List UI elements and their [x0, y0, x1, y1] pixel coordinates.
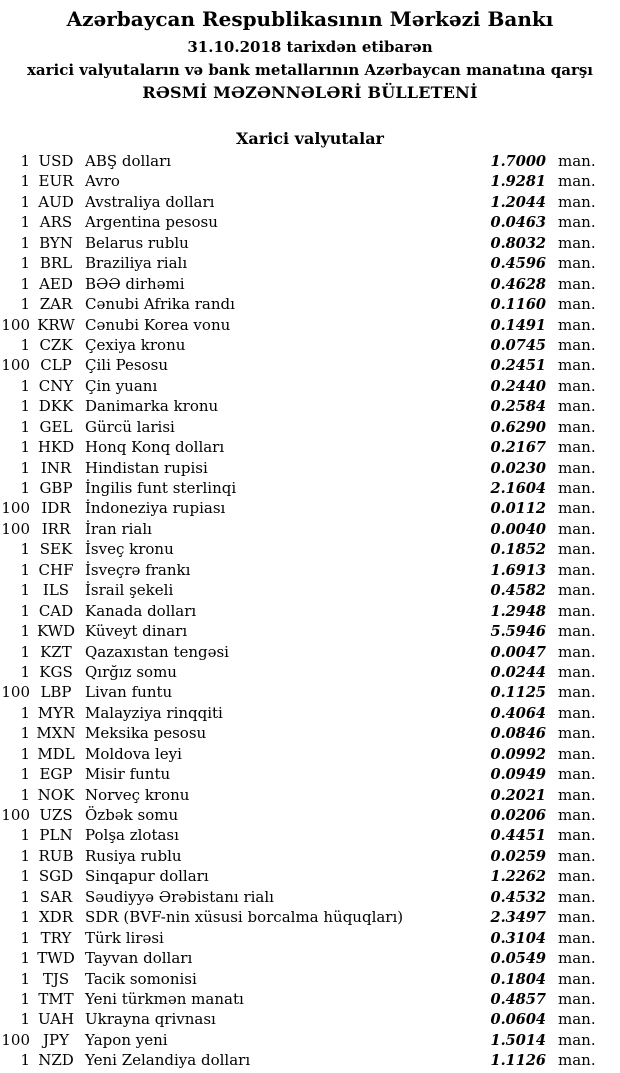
currency-code: MDL: [37, 744, 75, 763]
currency-name: İndoneziya rupiası: [85, 499, 226, 518]
table-row: [0, 805, 620, 825]
currency-name: Gürcü larisi: [85, 417, 175, 436]
unit-label: man.: [558, 499, 596, 518]
rate-value: 0.4451: [490, 827, 546, 845]
currency-code: ILS: [42, 581, 70, 600]
table-row: [0, 866, 620, 886]
quantity-cell: 1: [20, 928, 30, 947]
bulletin-title: RƏSMİ MƏZƏNNƏLƏRİ BÜLLETENİ: [142, 83, 478, 102]
unit-label: man.: [558, 458, 596, 477]
table-row: [0, 825, 620, 845]
unit-label: man.: [558, 867, 596, 886]
quantity-cell: 1: [20, 724, 30, 743]
unit-label: man.: [558, 295, 596, 314]
unit-label: man.: [558, 601, 596, 620]
currency-code: RUB: [38, 846, 74, 865]
bank-name-title: Azərbaycan Respublikasının Mərkəzi Bankı: [66, 7, 554, 31]
table-row: [0, 887, 620, 907]
quantity-cell: 1: [20, 213, 30, 232]
quantity-cell: 1: [20, 642, 30, 661]
rate-value: 1.7000: [490, 153, 546, 170]
table-row: [0, 253, 620, 273]
quantity-cell: 1: [20, 479, 30, 497]
quantity-cell: 1: [20, 908, 30, 927]
unit-label: man.: [558, 969, 596, 988]
currency-code: TJS: [42, 969, 70, 988]
document-subtitle: xarici valyutaların və bank metallarının Azərbaycan manatına qarşı: [26, 61, 594, 79]
currency-code: BRL: [39, 254, 73, 273]
quantity-cell: 1: [20, 172, 30, 191]
currency-name: Danimarka kronu: [85, 397, 219, 416]
currency-name: Belarus rublu: [85, 233, 189, 252]
rate-value: 0.1491: [490, 316, 546, 334]
currency-name: Rusiya rublu: [85, 846, 182, 865]
quantity-cell: 1: [20, 458, 30, 477]
unit-label: man.: [558, 438, 596, 457]
quantity-cell: 1: [20, 622, 30, 641]
currency-code: MXN: [36, 724, 76, 743]
unit-label: man.: [558, 1051, 596, 1070]
table-row: [0, 417, 620, 437]
table-row: [0, 498, 620, 518]
table-row: [0, 846, 620, 866]
currency-name: SDR (BVF-nin xüsusi borcalma hüquqları): [85, 908, 404, 927]
table-row: [0, 171, 620, 191]
unit-label: man.: [558, 315, 596, 334]
rate-value: 0.0244: [490, 663, 546, 681]
rate-value: 0.1852: [490, 541, 546, 559]
unit-label: man.: [558, 213, 596, 232]
quantity-cell: 1: [20, 233, 30, 252]
table-row: [0, 539, 620, 559]
rate-value: 0.0230: [490, 459, 546, 477]
table-row: [0, 212, 620, 232]
currency-name: Küveyt dinarı: [85, 622, 188, 641]
currency-code: MYR: [37, 703, 75, 722]
table-row: [0, 682, 620, 702]
quantity-cell: 1: [20, 765, 30, 784]
table-row: [0, 519, 620, 539]
currency-name: Avro: [85, 172, 120, 191]
unit-label: man.: [558, 846, 596, 865]
table-row: [0, 764, 620, 784]
unit-label: man.: [558, 1010, 596, 1029]
unit-label: man.: [558, 274, 596, 293]
currency-name: Cənubi Afrika randı: [85, 295, 235, 314]
quantity-cell: 1: [20, 1051, 30, 1070]
currency-name: Meksika pesosu: [85, 724, 207, 743]
currency-name: Cənubi Korea vonu: [85, 315, 231, 334]
currency-name: Braziliya rialı: [85, 254, 188, 273]
currency-name: Yeni Zelandiya dolları: [85, 1051, 251, 1070]
table-row: [0, 948, 620, 968]
rate-value: 0.2021: [490, 786, 546, 804]
rate-value: 0.1160: [490, 296, 546, 314]
quantity-cell: 1: [20, 989, 30, 1008]
quantity-cell: 1: [20, 295, 30, 314]
currency-code: XDR: [39, 908, 73, 927]
currency-name: Sinqapur dolları: [85, 867, 209, 886]
unit-label: man.: [558, 622, 596, 641]
quantity-cell: 1: [20, 846, 30, 865]
table-row: [0, 478, 620, 498]
rate-value: 0.0992: [490, 745, 546, 763]
unit-label: man.: [558, 192, 596, 211]
table-row: [0, 192, 620, 212]
currency-name: Norveç kronu: [85, 785, 190, 804]
rate-value: 0.0949: [490, 766, 546, 784]
rate-value: 1.6913: [490, 561, 546, 579]
currency-name: Misir funtu: [85, 765, 171, 784]
table-row: [0, 437, 620, 457]
currency-code: SEK: [39, 540, 73, 559]
unit-label: man.: [558, 744, 596, 763]
quantity-cell: 1: [20, 867, 30, 886]
table-row: [0, 928, 620, 948]
rate-value: 0.4064: [490, 704, 546, 722]
unit-label: man.: [558, 254, 596, 273]
currency-code: JPY: [42, 1030, 69, 1049]
quantity-cell: 1: [20, 274, 30, 293]
unit-label: man.: [558, 335, 596, 354]
currency-code: GEL: [39, 417, 73, 436]
currency-name: İsveçrə frankı: [85, 560, 191, 579]
currency-code: CZK: [39, 335, 73, 354]
quantity-cell: 100: [1, 806, 30, 824]
currency-name: Kanada dolları: [85, 601, 197, 620]
currency-name: Çili Pesosu: [85, 356, 169, 375]
quantity-cell: 1: [20, 560, 30, 579]
rate-value: 1.2948: [490, 602, 546, 620]
rate-value: 2.3497: [490, 909, 546, 927]
table-row: [0, 662, 620, 682]
unit-label: man.: [558, 703, 596, 722]
quantity-cell: 100: [1, 683, 30, 702]
quantity-cell: 1: [20, 540, 30, 559]
table-row: [0, 151, 620, 171]
currency-name: İsrail şekeli: [85, 581, 174, 600]
section-title-foreign-currencies: Xarici valyutalar: [236, 129, 384, 148]
table-row: [0, 355, 620, 375]
table-row: [0, 560, 620, 580]
currency-code: KWD: [36, 622, 76, 641]
table-row: [0, 1009, 620, 1029]
quantity-cell: 1: [20, 417, 30, 436]
unit-label: man.: [558, 908, 596, 927]
quantity-cell: 1: [20, 744, 30, 763]
quantity-cell: 1: [20, 949, 30, 968]
rate-value: 0.0549: [490, 950, 546, 968]
document-header: [0, 0, 620, 102]
rate-value: 0.6290: [490, 418, 546, 436]
currency-code: ZAR: [39, 295, 73, 314]
unit-label: man.: [558, 152, 596, 170]
currency-code: EGP: [39, 765, 73, 784]
rate-value: 5.5946: [490, 623, 546, 641]
table-row: [0, 315, 620, 335]
currency-name: İsveç kronu: [85, 540, 174, 559]
currency-code: UAH: [37, 1010, 75, 1029]
currency-code: SGD: [38, 867, 74, 886]
rate-value: 1.5014: [490, 1031, 546, 1049]
quantity-cell: 1: [20, 438, 30, 457]
currency-code: CLP: [40, 356, 72, 375]
unit-label: man.: [558, 581, 596, 600]
currency-name: BƏƏ dirhəmi: [85, 274, 185, 293]
quantity-cell: 100: [1, 356, 30, 375]
currency-code: TMT: [38, 989, 74, 1008]
unit-label: man.: [558, 479, 596, 497]
quantity-cell: 1: [20, 192, 30, 211]
unit-label: man.: [558, 417, 596, 436]
quantity-cell: 100: [1, 519, 30, 538]
unit-label: man.: [558, 765, 596, 784]
table-row: [0, 642, 620, 662]
currency-name: Argentina pesosu: [85, 213, 218, 232]
table-row: [0, 396, 620, 416]
rate-value: 0.2440: [490, 377, 546, 395]
rate-value: 0.0463: [490, 214, 546, 232]
rate-value: 0.8032: [490, 234, 546, 252]
currency-name: İran rialı: [85, 519, 152, 538]
unit-label: man.: [558, 826, 596, 845]
currency-name: Yeni türkmən manatı: [85, 989, 244, 1008]
currency-code: NOK: [37, 785, 75, 804]
currency-code: NZD: [38, 1051, 74, 1070]
unit-label: man.: [558, 560, 596, 579]
rate-value: 0.0846: [490, 725, 546, 743]
currency-name: Özbək somu: [85, 806, 179, 824]
rate-value: 0.0604: [490, 1011, 546, 1029]
quantity-cell: 1: [20, 887, 30, 906]
currency-code: HKD: [37, 438, 75, 457]
currency-code: PLN: [39, 826, 73, 845]
rate-value: 1.1126: [490, 1052, 546, 1070]
rate-value: 0.4596: [490, 255, 546, 273]
currency-code: KRW: [37, 315, 75, 334]
currency-code: CNY: [38, 376, 74, 395]
quantity-cell: 1: [20, 662, 30, 681]
quantity-cell: 1: [20, 152, 30, 170]
currency-name: Qazaxıstan tengəsi: [85, 642, 229, 661]
currency-code: KGS: [39, 662, 73, 681]
rate-value: 0.4532: [490, 888, 546, 906]
currency-name: Hindistan rupisi: [85, 458, 208, 477]
currency-code: GBP: [39, 479, 73, 497]
currency-name: Livan funtu: [85, 683, 173, 702]
unit-label: man.: [558, 683, 596, 702]
table-row: [0, 723, 620, 743]
currency-code: BYN: [39, 233, 73, 252]
currency-name: Türk lirəsi: [85, 928, 164, 947]
unit-label: man.: [558, 376, 596, 395]
unit-label: man.: [558, 519, 596, 538]
rate-value: 0.4857: [490, 990, 546, 1008]
unit-label: man.: [558, 989, 596, 1008]
unit-label: man.: [558, 806, 596, 824]
quantity-cell: 1: [20, 376, 30, 395]
currency-name: Yapon yeni: [85, 1030, 168, 1049]
quantity-cell: 1: [20, 397, 30, 416]
quantity-cell: 1: [20, 785, 30, 804]
quantity-cell: 1: [20, 969, 30, 988]
currency-code: TRY: [40, 928, 72, 947]
table-row: [0, 744, 620, 764]
quantity-cell: 100: [1, 499, 30, 518]
currency-code: IRR: [41, 519, 71, 538]
unit-label: man.: [558, 928, 596, 947]
currency-name: Ukrayna qrivnası: [85, 1010, 216, 1029]
rate-value: 0.4628: [490, 275, 546, 293]
rate-value: 2.1604: [490, 480, 546, 497]
table-row: [0, 601, 620, 621]
currency-name: Polşa zlotası: [85, 826, 179, 845]
unit-label: man.: [558, 724, 596, 743]
rate-value: 1.2262: [490, 868, 546, 886]
currency-name: Səudiyyə Ərəbistanı rialı: [85, 887, 274, 906]
currency-name: Malayziya rinqqiti: [85, 703, 223, 722]
table-row: [0, 335, 620, 355]
table-row: [0, 274, 620, 294]
rates-table: [0, 151, 620, 1071]
table-row: [0, 703, 620, 723]
currency-name: İngilis funt sterlinqi: [85, 479, 237, 497]
unit-label: man.: [558, 785, 596, 804]
rate-value: 0.2167: [490, 439, 546, 457]
unit-label: man.: [558, 642, 596, 661]
table-row: [0, 989, 620, 1009]
currency-code: INR: [40, 458, 72, 477]
quantity-cell: 1: [20, 601, 30, 620]
unit-label: man.: [558, 172, 596, 191]
table-row: [0, 969, 620, 989]
rate-value: 0.0259: [490, 847, 546, 865]
table-row: [0, 580, 620, 600]
table-row: [0, 1030, 620, 1050]
currency-name: Moldova leyi: [85, 744, 182, 763]
quantity-cell: 100: [1, 315, 30, 334]
rate-value: 0.1125: [490, 684, 546, 702]
unit-label: man.: [558, 356, 596, 375]
quantity-cell: 100: [1, 1030, 30, 1049]
currency-name: Avstraliya dolları: [85, 192, 215, 211]
currency-code: LBP: [40, 683, 72, 702]
unit-label: man.: [558, 397, 596, 416]
rate-value: 0.0745: [490, 336, 546, 354]
rate-value: 0.0206: [490, 807, 546, 824]
effective-date-line: 31.10.2018 tarixdən etibarən: [187, 38, 433, 56]
unit-label: man.: [558, 233, 596, 252]
currency-code: IDR: [41, 499, 71, 518]
rate-value: 0.4582: [490, 582, 546, 600]
quantity-cell: 1: [20, 254, 30, 273]
currency-name: Çexiya kronu: [85, 335, 186, 354]
rate-value: 1.2044: [490, 193, 546, 211]
currency-name: ABŞ dolları: [85, 152, 172, 170]
rate-value: 0.2451: [490, 357, 546, 375]
rate-value: 0.3104: [490, 929, 546, 947]
rate-value: 0.0112: [490, 500, 546, 518]
rate-value: 0.0047: [490, 643, 546, 661]
currency-name: Qırğız somu: [85, 662, 177, 681]
currency-code: AED: [39, 274, 73, 293]
currency-code: CHF: [38, 560, 74, 579]
unit-label: man.: [558, 949, 596, 968]
currency-name: Honq Konq dolları: [85, 438, 225, 457]
table-row: [0, 376, 620, 396]
rate-value: 1.9281: [490, 173, 546, 191]
currency-code: USD: [38, 152, 74, 170]
quantity-cell: 1: [20, 335, 30, 354]
currency-name: Tacik somonisi: [85, 969, 197, 988]
quantity-cell: 1: [20, 581, 30, 600]
unit-label: man.: [558, 887, 596, 906]
rate-value: 0.0040: [490, 520, 546, 538]
unit-label: man.: [558, 1030, 596, 1049]
unit-label: man.: [558, 662, 596, 681]
currency-code: UZS: [39, 806, 73, 824]
table-row: [0, 1050, 620, 1070]
currency-code: AUD: [38, 192, 74, 211]
currency-code: CAD: [38, 601, 74, 620]
quantity-cell: 1: [20, 1010, 30, 1029]
quantity-cell: 1: [20, 703, 30, 722]
currency-code: SAR: [39, 887, 73, 906]
quantity-cell: 1: [20, 826, 30, 845]
currency-name: Tayvan dolları: [85, 949, 193, 968]
rate-value: 0.1804: [490, 970, 546, 988]
currency-code: KZT: [40, 642, 72, 661]
currency-code: ARS: [39, 213, 73, 232]
unit-label: man.: [558, 540, 596, 559]
currency-code: EUR: [38, 172, 74, 191]
table-row: [0, 907, 620, 927]
table-row: [0, 233, 620, 253]
rate-value: 0.2584: [490, 398, 546, 416]
table-row: [0, 294, 620, 314]
table-row: [0, 621, 620, 641]
table-row: [0, 785, 620, 805]
currency-code: TWD: [37, 949, 75, 968]
table-row: [0, 458, 620, 478]
currency-code: DKK: [38, 397, 74, 416]
currency-name: Çin yuanı: [85, 376, 158, 395]
